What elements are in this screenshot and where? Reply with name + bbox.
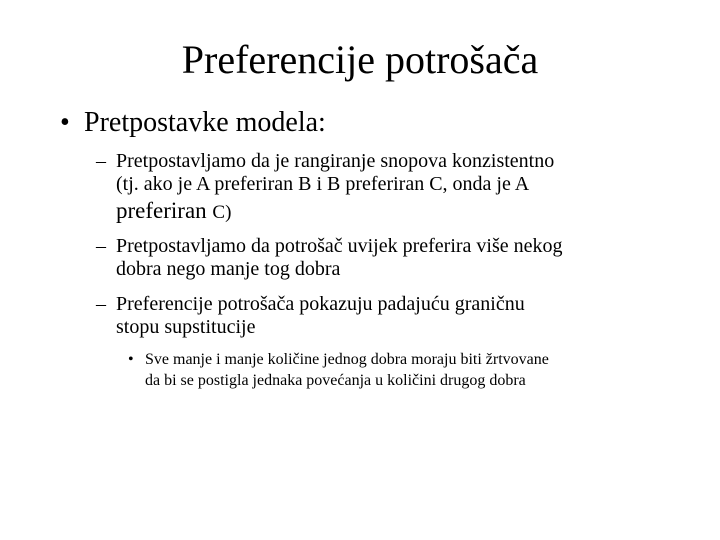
dash-icon: – xyxy=(96,235,106,257)
subpoint-text xyxy=(116,293,676,339)
subpoint-line: stopu supstitucije xyxy=(116,316,256,338)
subpoint-line: (tj. ako je A preferiran B i B preferiran C, onda je A xyxy=(116,173,530,195)
subsub-text xyxy=(145,349,549,391)
subpoint-line: Pretpostavljamo da potrošač uvijek preferira više nekog xyxy=(116,235,563,257)
subpoint-line xyxy=(116,196,676,228)
subsub-line: Sve manje i manje količine jednog dobra moraju biti žrtvovane xyxy=(145,351,549,368)
subpoint-line-main: preferiran xyxy=(116,198,213,223)
subpoint-text xyxy=(116,150,676,228)
subpoint-text xyxy=(116,235,676,281)
subpoint-line: Preferencije potrošača pokazuju padajuću graničnu xyxy=(116,293,525,315)
bullet-dot-icon: • xyxy=(60,107,70,138)
bullet-text: Pretpostavke modela: xyxy=(84,107,326,138)
bullet-dot-icon: • xyxy=(128,351,134,368)
subpoint-line-small: C) xyxy=(212,202,232,223)
slide-title: Preferencije potrošača xyxy=(181,37,539,82)
subpoint-line: Pretpostavljamo da je rangiranje snopova konzistentno xyxy=(116,150,555,172)
subsub-line: da bi se postigla jednaka povećanja u količini drugog dobra xyxy=(145,372,526,389)
dash-icon: – xyxy=(96,293,106,315)
subpoint-line: dobra nego manje tog dobra xyxy=(116,258,341,280)
dash-icon: – xyxy=(96,150,106,172)
